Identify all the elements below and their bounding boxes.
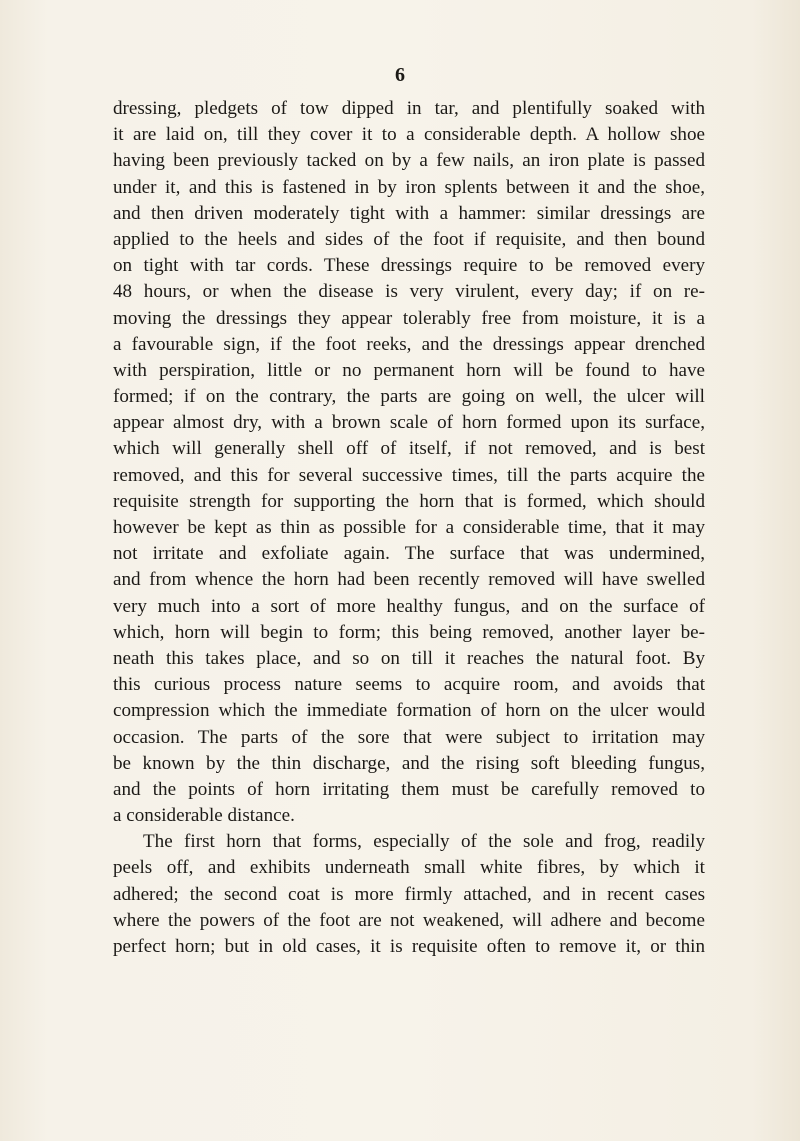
text-line: occasion. The parts of the sore that were subject to irritation may — [113, 726, 705, 748]
text-line: dressing, pledgets of tow dipped in tar, and plentifully soaked with — [113, 98, 705, 119]
text-line: requisite strength for supporting the horn that is formed, which should — [113, 490, 705, 512]
text-line: on tight with tar cords. These dressings require to be removed every — [113, 255, 705, 277]
text-line: adhered; the second coat is more firmly attached, and in recent cases — [113, 883, 705, 905]
text-line: which, horn will begin to form; this being removed, another layer be- — [113, 621, 705, 643]
text-line: not irritate and exfoliate again. The surface that was undermined, — [113, 543, 705, 565]
text-line: formed; if on the contrary, the parts are going on well, the ulcer will — [113, 386, 705, 408]
text-line: it are laid on, till they cover it to a considerable depth. A hollow shoe — [113, 124, 705, 146]
text-line: having been previously tacked on by a few nails, an iron plate is passed — [113, 150, 705, 172]
text-line: however be kept as thin as possible for a considerable time, that it may — [113, 517, 705, 538]
text-line: removed, and this for several successive times, till the parts acquire the — [113, 464, 705, 486]
text-line: and from whence the horn had been recently removed will have swelled — [113, 569, 705, 591]
body-text — [113, 96, 705, 960]
text-line: a favourable sign, if the foot reeks, and the dressings appear drenched — [113, 333, 705, 355]
text-line: compression which the immediate formation of horn on the ulcer would — [113, 700, 705, 722]
text-line: and then driven moderately tight with a hammer: similar dressings are — [113, 202, 705, 224]
text-line: neath this takes place, and so on till it reaches the natural foot. By — [113, 647, 705, 669]
text-line: applied to the heels and sides of the foot if requisite, and then bound — [113, 228, 705, 250]
text-line: very much into a sort of more healthy fungus, and on the surface of — [113, 595, 705, 617]
text-line: perfect horn; but in old cases, it is requisite often to remove it, or thin — [113, 936, 705, 957]
text-line: under it, and this is fastened in by iron splents between it and the shoe, — [113, 176, 705, 198]
text-line: this curious process nature seems to acquire room, and avoids that — [113, 674, 705, 696]
text-line: a considerable distance. — [113, 805, 295, 827]
text-line: peels off, and exhibits underneath small white fibres, by which it — [113, 857, 705, 879]
page-number: 6 — [395, 64, 405, 86]
text-line: where the powers of the foot are not weakened, will adhere and become — [113, 909, 705, 931]
text-line: 48 hours, or when the disease is very virulent, every day; if on re- — [113, 281, 705, 303]
text-line: be known by the thin discharge, and the rising soft bleeding fungus, — [113, 752, 705, 774]
text-line: appear almost dry, with a brown scale of horn formed upon its surface, — [113, 412, 705, 434]
text-line: with perspiration, little or no permanent horn will be found to have — [113, 359, 705, 381]
text-line: and the points of horn irritating them must be carefully removed to — [113, 778, 705, 800]
text-line: moving the dressings they appear tolerably free from moisture, it is a — [113, 307, 705, 329]
text-line: The first horn that forms, especially of the sole and frog, readily — [143, 831, 705, 853]
text-line: which will generally shell off of itself, if not removed, and is best — [113, 438, 705, 460]
